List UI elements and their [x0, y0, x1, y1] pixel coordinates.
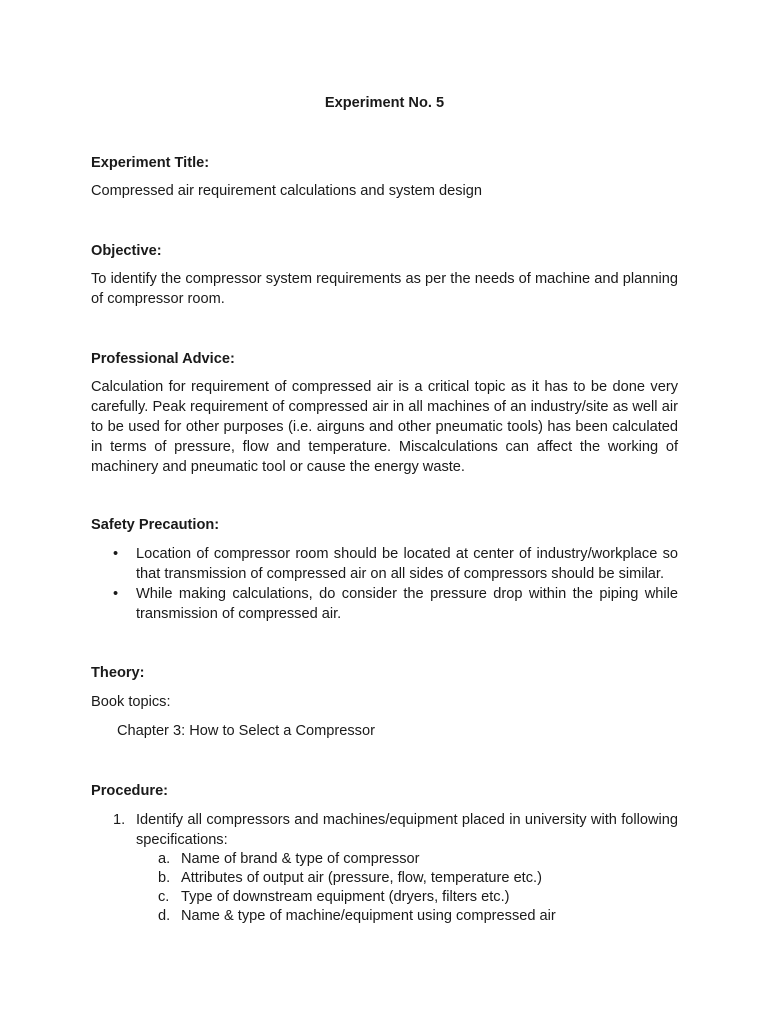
bullet-icon: •: [113, 586, 119, 602]
document-page: [91, 0, 678, 1024]
step-text: Identify all compressors and machines/equipment placed in university with following specifications:: [136, 812, 678, 848]
list-item: [91, 810, 678, 926]
sub-item-letter: c.: [158, 889, 170, 905]
professional-advice-text: Calculation for requirement of compressed air is a critical topic as it has to be done very carefully. Peak requirement of compressed air in all machines of an industry/site as well air to be used for other purposes (i.e. airguns and other pneumatic tools) has been calculated in terms of pressure, flow and temperature. Miscalculations can affect the working of machinery and pneumatic tool or cause the energy waste.: [91, 379, 678, 475]
list-item: [91, 544, 678, 584]
sub-item-text: Attributes of output air (pressure, flow, temperature etc.): [181, 870, 542, 886]
list-item: [91, 584, 678, 624]
list-item: [136, 869, 678, 888]
safety-precaution-list: [91, 544, 678, 624]
sub-item-text: Name & type of machine/equipment using compressed air: [181, 908, 556, 924]
step-number: 1.: [113, 812, 126, 828]
objective-heading: Objective:: [91, 243, 162, 259]
list-item-text: While making calculations, do consider the pressure drop within the piping while transmission of compressed air.: [136, 586, 678, 622]
list-item: [136, 888, 678, 907]
experiment-title-text: Compressed air requirement calculations and system design: [91, 183, 482, 199]
procedure-list: [91, 810, 678, 926]
theory-heading: Theory:: [91, 665, 145, 681]
sub-item-text: Name of brand & type of compressor: [181, 851, 420, 867]
professional-advice-heading: Professional Advice:: [91, 351, 235, 367]
bullet-icon: •: [113, 546, 119, 562]
book-topics-label: Book topics:: [91, 694, 171, 710]
list-item: [136, 850, 678, 869]
objective-text: To identify the compressor system requirements as per the needs of machine and planning of compressor room.: [91, 271, 678, 307]
sub-item-letter: a.: [158, 851, 171, 867]
sub-item-letter: d.: [158, 908, 171, 924]
sub-item-text: Type of downstream equipment (dryers, filters etc.): [181, 889, 510, 905]
safety-precaution-heading: Safety Precaution:: [91, 517, 220, 533]
procedure-heading: Procedure:: [91, 783, 169, 799]
sub-item-letter: b.: [158, 870, 171, 886]
list-item-text: Location of compressor room should be located at center of industry/workplace so that transmission of compressed air on all sides of compressors should be similar.: [136, 546, 678, 582]
page-title: Experiment No. 5: [324, 95, 445, 111]
chapter-reference: Chapter 3: How to Select a Compressor: [117, 723, 375, 739]
experiment-title-heading: Experiment Title:: [91, 155, 210, 171]
sub-list: [136, 850, 678, 926]
list-item: [136, 907, 678, 926]
